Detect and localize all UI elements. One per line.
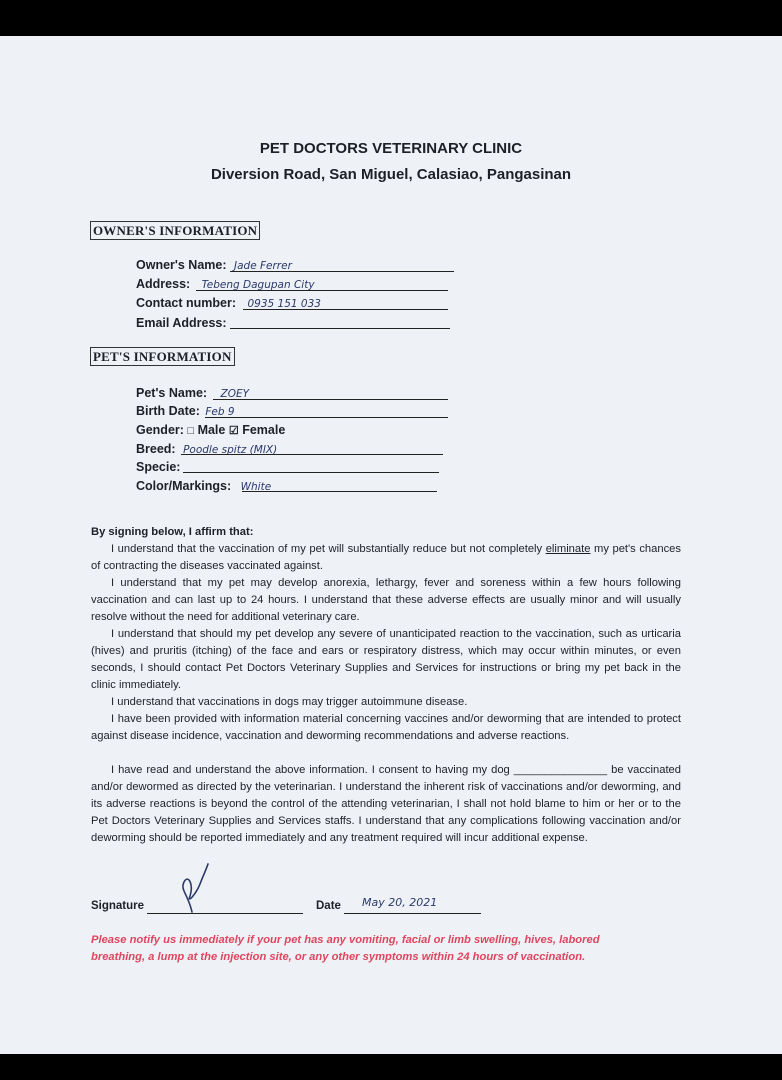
consent-paragraph-3: I understand that should my pet develop any severe of unanticipated reaction to the vaccination, such as urticaria (hives) and pruritis (itching) of the face and ears or respiratory distress, which may occur within minutes, or even seconds, I should contact Pet Doctors Veterinary Supplies and Services for instructions or bring my pet back in the clinic immediately. [91,628,681,691]
consent-paragraph-2: I understand that my pet may develop anorexia, lethargy, fever and soreness within a few hours following vaccination and can last up to 24 hours. I understand that these adverse effects are usually minor and will usually resolve without the need for additional veterinary care. [91,577,681,623]
date-line [344,913,481,914]
owner-name-value[interactable]: Jade Ferrer [234,260,292,272]
owner-name-label: Owner's Name: [136,258,227,272]
pet-name-label: Pet's Name: [136,386,208,400]
handwritten-signature[interactable] [170,854,220,916]
pet-gender-row [136,423,285,437]
pet-color-line [242,491,437,492]
dog-name-blank[interactable]: _______________ [513,764,608,776]
pet-breed-label: Breed: [136,442,176,456]
date-value[interactable]: May 20, 2021 [362,896,438,909]
consent-p1-start: I understand that the vaccination of my pet will substantially reduce but not completely [111,543,546,555]
pet-color-value[interactable]: White [240,481,272,493]
consent-paragraph-4: I understand that vaccinations in dogs may trigger autoimmune disease. [111,696,468,708]
owner-address-row [136,277,315,291]
consent-paragraph-6 [91,762,681,847]
owner-address-label: Address: [136,277,191,291]
owner-address-value[interactable]: Tebeng Dagupan City [201,279,315,291]
pet-breed-value[interactable]: Poodle spitz (MIX) [183,444,278,456]
clinic-address: Diversion Road, San Miguel, Calasiao, Pangasinan [210,166,572,183]
pet-specie-row [136,460,180,474]
pet-breed-line [181,454,443,455]
pet-color-label: Color/Markings: [136,479,232,493]
consent-p6-end: be vaccinated and/or dewormed as directed by the veterinarian. I understand the inherent risk of vaccinations and/or deworming, and its adverse reactions is beyond the control of the attending veterinarian, I shall not hold blame to him or her or to the Pet Doctors Veterinary Supplies and Services staffs. I understand that any complications following vaccination and/or deworming should be reported immediately and any treatment required will incur additional expense. [91,764,682,844]
pet-name-row [136,386,249,400]
owner-section-title: OWNER'S INFORMATION [90,221,260,240]
owner-email-line [230,328,450,329]
consent-paragraph-5: I have been provided with information material concerning vaccines and/or deworming that are intended to protect against disease incidence, vaccination and deworming recommendations and adverse reactions. [91,713,681,742]
owner-email-label: Email Address: [136,316,227,330]
owner-contact-value[interactable]: 0935 151 033 [247,298,321,310]
consent-paragraph-1 [91,541,681,575]
consent-p1-end: my pet's chances of contracting the diseases vaccinated against. [91,543,681,572]
consent-p1-underlined: eliminate [545,543,591,555]
owner-contact-line [243,309,448,310]
pet-gender-label: Gender: [136,423,184,437]
clinic-name: PET DOCTORS VETERINARY CLINIC [259,140,523,157]
owner-address-line [196,290,448,291]
male-checkbox-icon[interactable]: □ [187,425,195,437]
pet-specie-line [183,472,439,473]
female-checkbox-checked-icon[interactable]: ☑ [228,425,239,437]
pet-birth-value[interactable]: Feb 9 [205,406,235,418]
pet-birth-row [136,404,235,418]
pet-name-line [213,399,448,400]
consent-p6-start: I have read and understand the above information. I consent to having my dog [111,764,510,776]
pet-birth-label: Birth Date: [136,404,200,418]
pet-specie-label: Specie: [136,460,181,474]
owner-email-row [136,316,227,330]
post-vaccination-notice: Please notify us immediately if your pet has any vomiting, facial or limb swelling, hives, labored breathing, a lump at the injection site, or any other symptoms within 24 hours of vaccination. [91,934,600,963]
owner-contact-row [136,296,321,310]
consent-heading: By signing below, I affirm that: [91,526,254,538]
pet-gender-male-label: Male [197,423,226,437]
owner-name-line [230,271,454,272]
pet-name-value[interactable]: ZOEY [220,388,250,400]
pet-birth-line [205,417,448,418]
signature-label: Signature [91,900,145,912]
pet-gender-female-label: Female [242,423,286,437]
owner-contact-label: Contact number: [136,296,236,310]
owner-name-row [136,258,292,272]
scanned-form-page [0,36,782,1054]
date-label: Date [316,900,341,912]
pet-section-title: PET'S INFORMATION [90,347,235,366]
